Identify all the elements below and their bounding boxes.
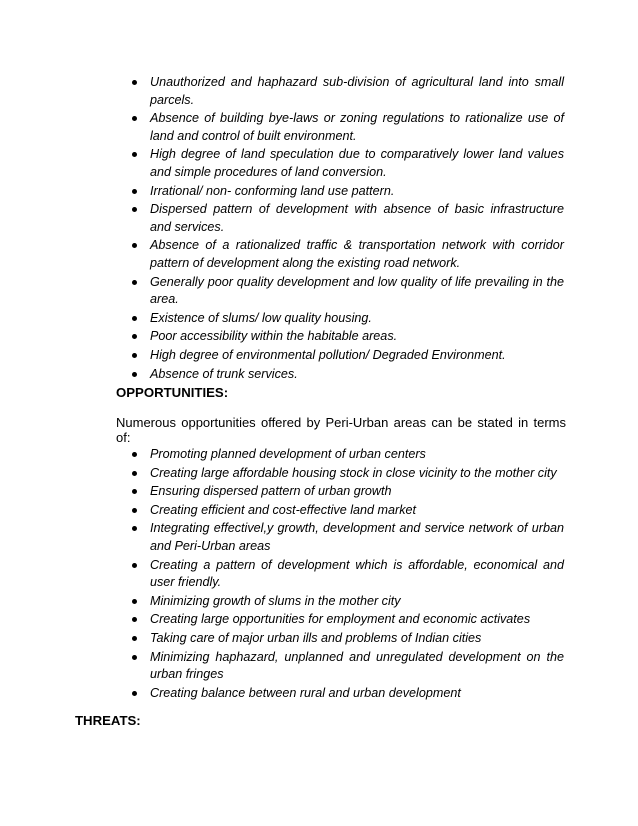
list-item: [128, 201, 564, 236]
threats-heading: THREATS:: [75, 713, 141, 728]
list-item-text: Existence of slums/ low quality housing.: [150, 310, 372, 325]
list-item: [128, 183, 564, 201]
bullet-icon: [132, 508, 137, 513]
bullet-icon: [132, 563, 137, 568]
bullet-icon: [132, 526, 137, 531]
list-item-text: Dispersed pattern of development with absence of basic infrastructure and services.: [150, 202, 564, 234]
list-item-text: High degree of environmental pollution/ Degraded Environment.: [150, 347, 506, 362]
list-item-text: Irrational/ non- conforming land use pattern.: [150, 183, 395, 198]
list-item-text: Absence of a rationalized traffic & transportation network with corridor pattern of development along the existing road network.: [150, 238, 564, 270]
list-item: [128, 237, 564, 272]
list-item: [128, 520, 564, 555]
list-item: [128, 483, 564, 501]
bullet-icon: [132, 189, 137, 194]
bullet-icon: [132, 452, 137, 457]
weaknesses-list: [128, 74, 564, 384]
bullet-icon: [132, 599, 137, 604]
bullet-icon: [132, 207, 137, 212]
list-item-text: Poor accessibility within the habitable areas.: [150, 329, 398, 344]
bullet-icon: [132, 617, 137, 622]
list-item: [128, 74, 564, 109]
list-item: [128, 110, 564, 145]
list-item-text: Unauthorized and haphazard sub-division of agricultural land into small parcels.: [150, 75, 564, 107]
list-item-text: Creating a pattern of development which is affordable, economical and user friendly.: [150, 557, 564, 590]
bullet-icon: [132, 116, 137, 121]
list-item: [128, 630, 564, 648]
list-item: [128, 649, 564, 684]
bullet-icon: [132, 80, 137, 85]
bullet-icon: [132, 243, 137, 248]
list-item: [128, 274, 564, 309]
bullet-icon: [132, 152, 137, 157]
bullet-icon: [132, 353, 137, 358]
list-item: [128, 611, 564, 629]
list-item: [128, 310, 564, 328]
opportunities-list: [128, 446, 564, 703]
bullet-icon: [132, 691, 137, 696]
list-item-text: Absence of building bye-laws or zoning regulations to rationalize use of land and control of built environment.: [150, 111, 564, 143]
opportunities-intro: Numerous opportunities offered by Peri-Urban areas can be stated in terms of:: [116, 415, 566, 445]
bullet-icon: [132, 280, 137, 285]
list-item: [128, 465, 564, 483]
list-item: [128, 328, 564, 346]
list-item-text: High degree of land speculation due to comparatively lower land values and simple procedures of land conversion.: [150, 147, 564, 179]
list-item-text: Creating large opportunities for employment and economic activates: [150, 612, 531, 627]
list-item: [128, 446, 564, 464]
list-item-text: Absence of trunk services.: [150, 366, 298, 381]
list-item-text: Integrating effectivel,y growth, development and service network of urban and Peri-Urban areas: [150, 521, 564, 553]
list-item-text: Taking care of major urban ills and problems of Indian cities: [150, 630, 482, 645]
bullet-icon: [132, 489, 137, 494]
list-item-text: Promoting planned development of urban centers: [150, 447, 426, 461]
list-item: [128, 557, 564, 592]
list-item-text: Generally poor quality development and low quality of life prevailing in the area.: [150, 274, 564, 307]
list-item: [128, 146, 564, 181]
list-item: [128, 593, 564, 611]
bullet-icon: [132, 655, 137, 660]
bullet-icon: [132, 316, 137, 321]
list-item-text: Creating large affordable housing stock in close vicinity to the mother city: [150, 465, 557, 480]
bullet-icon: [132, 471, 137, 476]
bullet-icon: [132, 334, 137, 339]
list-item-text: Ensuring dispersed pattern of urban growth: [150, 484, 392, 499]
list-item: [128, 347, 564, 365]
list-item-text: Minimizing growth of slums in the mother city: [150, 593, 401, 608]
bullet-icon: [132, 636, 137, 641]
list-item: [128, 502, 564, 520]
list-item: [128, 685, 564, 703]
list-item-text: Minimizing haphazard, unplanned and unregulated development on the urban fringes: [150, 649, 564, 682]
list-item-text: Creating efficient and cost-effective land market: [150, 502, 416, 517]
list-item-text: Creating balance between rural and urban development: [150, 685, 461, 700]
opportunities-heading: OPPORTUNITIES:: [116, 385, 229, 400]
list-item: [128, 366, 564, 384]
bullet-icon: [132, 372, 137, 377]
